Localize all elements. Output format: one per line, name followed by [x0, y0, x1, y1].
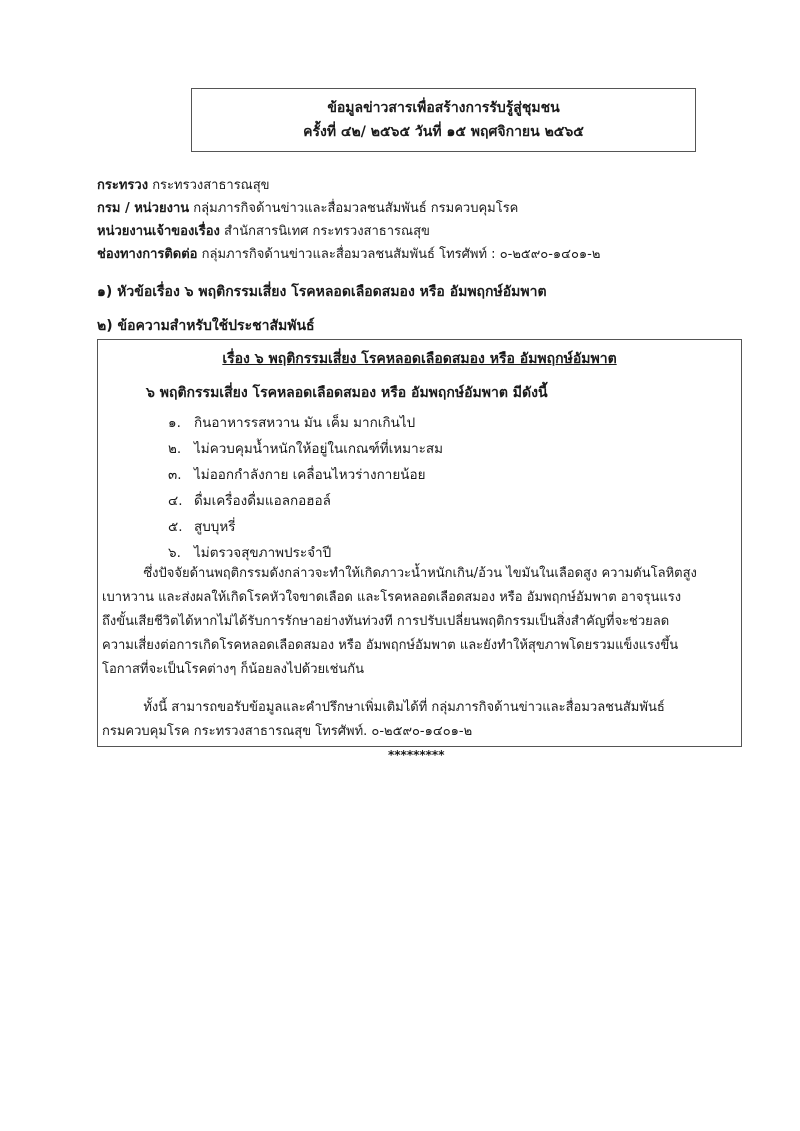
contact-label: ช่องทางการติดต่อ	[97, 247, 198, 262]
header-box	[191, 88, 696, 152]
department-value: กลุ่มภารกิจด้านข่าวและสื่อมวลชนสัมพันธ์ กรมควบคุมโรค	[193, 201, 519, 216]
department-row	[97, 199, 747, 219]
list-item: ๕. สูบบุหรี่	[168, 519, 236, 535]
owner-value: สำนักสารนิเทศ กระทรวงสาธารณสุข	[224, 224, 430, 239]
risk-list	[168, 410, 443, 566]
ministry-value: กระทรวงสาธารณสุข	[152, 178, 270, 193]
header-title: ข้อมูลข่าวสารเพื่อสร้างการรับรู้สู่ชุมชน	[327, 100, 560, 116]
ministry-row	[97, 176, 747, 196]
ministry-label: กระทรวง	[97, 178, 149, 193]
owner-label: หน่วยงานเจ้าของเรื่อง	[97, 224, 220, 239]
department-label: กรม / หน่วยงาน	[97, 201, 190, 216]
list-item: ๒. ไม่ควบคุมน้ำหนักให้อยู่ในเกณฑ์ที่เหมาะสม	[168, 441, 444, 457]
header-issue-date: ครั้งที่ ๔๒/ ๒๕๖๕ วันที่ ๑๕ พฤศจิกายน ๒๕๖๕	[303, 124, 584, 140]
paragraph-contact: ทั้งนี้ สามารถขอรับข้อมูลและคำปรึกษาเพิ่มเติมได้ที่ กลุ่มภารกิจด้านข่าวและสื่อมวลชนสัมพันธ์ กรมควบคุมโรค กระทรวงสาธารณสุข โทรศัพท์. ๐-๒๕๙๐-๑๔๐๑-๒	[102, 700, 665, 739]
content-box	[97, 339, 742, 747]
section-topic: ๑) หัวข้อเรื่อง ๖ พฤติกรรมเสี่ยง โรคหลอดเลือดสมอง หรือ อัมพฤกษ์อัมพาต	[97, 284, 547, 300]
list-item: ๖. ไม่ตรวจสุขภาพประจำปี	[168, 545, 332, 561]
paragraph-explanation: ซึ่งปัจจัยด้านพฤติกรรมดังกล่าวจะทำให้เกิดภาวะน้ำหนักเกิน/อ้วน ไขมันในเลือดสูง ความดันโลหิตสูง เบาหวาน และส่งผลให้เกิดโรคหัวใจขาดเลือด และโรคหลอดเลือดสมอง หรือ อัมพฤกษ์อัมพาต อาจรุนแรง ถึงขั้นเสียชีวิตได้หากไม่ได้รับการรักษาอย่างทันท่วงที การปรับเปลี่ยนพฤติกรรมเป็นสิ่งสำคัญที่จะช่วยลด ความเสี่ยงต่อการเกิดโรคหลอดเลือดสมอง หรือ อัมพฤกษ์อัมพาต และยังทำให้สุขภาพโดยรวมแข็งแรงขึ้น โอกาสที่จะเป็นโรคต่างๆ ก็น้อยลงไปด้วยเช่นกัน	[102, 566, 697, 677]
section-message: ๒) ข้อความสำหรับใช้ประชาสัมพันธ์	[97, 318, 315, 334]
content-heading: ๖ พฤติกรรมเสี่ยง โรคหลอดเลือดสมอง หรือ อัมพฤกษ์อัมพาต มีดังนี้	[146, 385, 548, 401]
contact-value: กลุ่มภารกิจด้านข่าวและสื่อมวลชนสัมพันธ์ โทรศัพท์ : ๐-๒๕๙๐-๑๔๐๑-๒	[201, 247, 601, 262]
list-item: ๔. ดื่มเครื่องดื่มแอลกอฮอล์	[168, 493, 331, 509]
content-title: เรื่อง ๖ พฤติกรรมเสี่ยง โรคหลอดเลือดสมอง หรือ อัมพฤกษ์อัมพาต	[222, 351, 617, 367]
list-item: ๓. ไม่ออกกำลังกาย เคลื่อนไหวร่างกายน้อย	[168, 467, 426, 483]
list-item: ๑. กินอาหารรสหวาน มัน เค็ม มากเกินไป	[168, 415, 416, 431]
end-marker: *********	[388, 748, 445, 762]
contact-row	[97, 245, 747, 265]
owner-row	[97, 222, 747, 242]
